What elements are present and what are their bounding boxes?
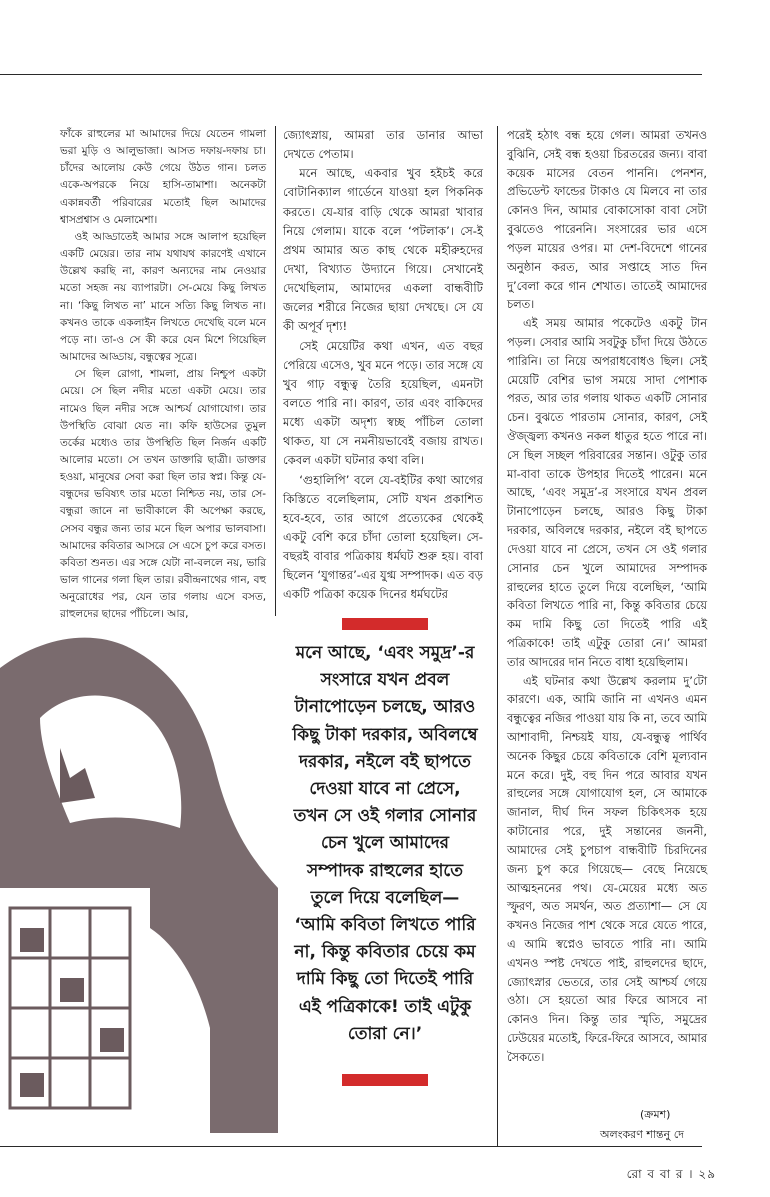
- article-column-2: [283, 126, 483, 605]
- article-column-1: [60, 126, 266, 624]
- continued-label: (ক্রমশ): [640, 1108, 671, 1121]
- paragraph: সে ছিল রোগা, শামলা, প্রায় নিশ্চুপ একটা মেয়ে। সে ছিল নদীর মতো একটা মেয়ে। তার নামেও ছিল নদীর সঙ্গে আশ্চর্য যোগাযোগ। তার উপস্থিতি বোঝা যেত না। কফি হাউসের তুমুল তর্কের মধ্যেও তার উপস্থিতি ছিল নির্জন একটি আলোর মতো। সে তখন ডাক্তারি ছাত্রী। ডাক্তার হওয়া, মানুষের সেবা করা ছিল তার স্বপ্ন। কিন্তু যে-বন্ধুদের ভবিষ্যৎ তার মতো নিশ্চিত নয়, তার সে-বন্ধুরা জানে না ভাবীকালে কী অপেক্ষা করছে, সেসব বন্ধুর জন্য তার মনে ছিল অপার ভালবাসা। আমাদের কবিতার আসরে সে এসে চুপ করে বসত। কবিতা শুনত। এর সঙ্গে যেটা না-বললে নয়, ভারি ভাল গানের গলা ছিল তার। রবীন্দ্রনাথের গান, বহু অনুরোধের পর, যেন তার গলায় এসে বসত, রাহুলদের ছাদের পাঁচিলে। আর,: [60, 368, 266, 621]
- paragraph: ওই আড্ডাতেই আমার সঙ্গে আলাপ হয়েছিল একটি মেয়ের। তার নাম যথাযথ কারণেই এখানে উল্লেখ করছি না, কারণ অন্যদের নাম নেওয়ার মতো সহজ নয় ব্যাপারটা। সে-মেয়ে কিছু লিখত না। ‘কিছু লিখত না’ মানে সত্যি কিছু লিখত না। কখনও তাকে একলাইন লিখতে দেখেছি বলে মনে পড়ে না। তা-ও সে কী করে যেন মিশে গিয়েছিল আমাদের আড্ডায়, বন্ধুত্বের সূত্রে।: [60, 230, 266, 364]
- paragraph: ফাঁকে রাহুলের মা আমাদের দিয়ে যেতেন গামলা ভরা মুড়ি ও আলুভাজা। আসত দফায়-দফায় চা। চাঁদের আলোয় কেউ গেয়ে উঠত গান। চলত একে-অপরকে নিয়ে হাসি-তামাশা। অনেকটা একান্নবর্তী পরিবারের মতোই ছিল আমাদের শ্বাসপ্রশ্বাস ও মেলামেশা।: [60, 128, 266, 226]
- paragraph: মনে আছে, একবার খুব হইচই করে বোটানিক্যাল গার্ডেনে যাওয়া হল পিকনিক করতে। যে-যার বাড়ি থেকে আমরা খাবার নিয়ে গেলাম। যাকে বলে ‘পটলাক’। সে-ই প্রথম আমার অত কাছ থেকে মহীরুহদের দেখা, বিখ্যাত উদ্যানে গিয়ে। সেখানেই দেখেছিলাম, আমাদের একলা বান্ধবীটি জলের শরীরে নিজের ছায়া দেখছে। সে যে কী অপূর্ব দৃশ্য!: [283, 166, 483, 334]
- pull-quote-box: [292, 614, 478, 1089]
- column-divider-right: [497, 126, 498, 1146]
- paragraph: সেই মেয়েটির কথা এখন, এত বছর পেরিয়ে এসেও, খুব মনে পড়ে। তার সঙ্গে যে খুব গাঢ় বন্ধুত্ব তৈরি হয়েছিল, এমনটা বলতে পারি না। কারণ, তার এবং বাকিদের মধ্যে একটা অদৃশ্য স্বচ্ছ পাঁচিল তোলা থাকত, যা সে নমনীয়ভাবেই বজায় রাখত। কেবল একটা ঘটনার কথা বলি।: [283, 338, 483, 468]
- column-divider-left: [275, 126, 276, 616]
- pull-quote-top-bar: [342, 618, 428, 630]
- paragraph: জ্যোৎস্নায়, আমরা তার ডানার আভা দেখতে পেতাম।: [283, 128, 483, 162]
- illustration-figure: [0, 628, 278, 1133]
- paragraph: এই সময় আমার পকেটেও একটু টান পড়ল। সেবার আমি সবটুকু চাঁদা দিয়ে উঠতে পারিনি। তা নিয়ে অপরাধবোধও ছিল। সেই মেয়েটি বেশির ভাগ সময়ে সাদা পোশাক পরত, আর তার গলায় থাকত একটি সোনার চেন। বুঝতে পারতাম সোনার, কারণ, সেই ঔজ্জ্বল্য কখনও নকল ধাতুর হতে পারে না। সে ছিল সচ্ছল পরিবারের সন্তান। ওটুকু তার মা-বাবা তাকে উপহার দিতেই পারেন। মনে আছে, ‘এবং সমুদ্র’-র সংসারে যখন প্রবল টানাপোড়েন চলছে, আরও কিছু টাকা দরকার, অবিলম্বে দরকার, নইলে বই ছাপতে দেওয়া যাবে না প্রেসে, তখন সে ওই গলার সোনার চেন খুলে আমাদের সম্পাদক রাহুলের হাতে তুলে দিয়ে বলেছিল, ‘আমি কবিতা লিখতে পারি না, কিন্তু কবিতার চেয়ে কম দামি কিছু তো দিতেই পারি এই পত্রিকাকে! তাই এটুকু তোরা নে।’ আমরা তার আদরের দান নিতে বাধা হয়েছিলাম।: [507, 316, 707, 669]
- pull-quote-bottom-bar: [342, 1074, 428, 1086]
- top-rule: [0, 74, 702, 75]
- pull-quote-text: মনে আছে, ‘এবং সমুদ্র’-র সংসারে যখন প্রবল টানাপোড়েন চলছে, আরও কিছু টাকা দরকার, অবিলম্বে দরকার, নইলে বই ছাপতে দেওয়া যাবে না প্রেসে, তখন সে ওই গলার সোনার চেন খুলে আমাদের সম্পাদক রাহুলের হাতে তুলে দিয়ে বলেছিল— ‘আমি কবিতা লিখতে পারি না, কিন্তু কবিতার চেয়ে কম দামি কিছু তো দিতেই পারি এই পত্রিকাকে! তাই এটুকু তোরা নে।’: [292, 643, 478, 1044]
- bottom-rule: [0, 1146, 702, 1147]
- illustration-credit: অলংকরণ শান্তনু দে: [600, 1128, 684, 1141]
- paragraph: পরেই হঠাৎ বন্ধ হয়ে গেল। আমরা তখনও বুঝিনি, সেই বন্ধ হওয়া চিরতরের জন্য। বাবা কয়েক মাসের বেতন পাননি। পেনশন, প্রভিডেন্ট ফান্ডের টাকাও যে মিলবে না তার কোনও দিন, আমার বোকাসোকা বাবা সেটা বুঝতেও পারেননি। সংসারের ভার এসে পড়ল মায়ের ওপর। মা দেশ-বিদেশে গানের অনুষ্ঠান করত, আর সপ্তাহে সাত দিন দু’বেলা করে গান শেখাত। তাতেই আমাদের চলত।: [507, 128, 707, 312]
- paragraph: এই ঘটনার কথা উল্লেখ করলাম দু’টো কারণে। এক, আমি জানি না এখনও এমন বন্ধুত্বের নজির পাওয়া যায় কি না, তবে আমি আশাবাদী, নিশ্চয়ই যায়, যে-বন্ধুত্ব পার্থিব অনেক কিছুর চেয়ে কবিতাকে বেশি মূল্যবান মনে করে। দুই, বহু দিন পরে আবার যখন রাহুলের সঙ্গে যোগাযোগ হল, সে আমাকে জানাল, দীর্ঘ দিন সফল চিকিৎসক হয়ে কাটানোর পরে, দুই সন্তানের জননী, আমাদের সেই চুপচাপ বান্ধবীটি চিরদিনের জন্য চুপ করে গিয়েছে— বেছে নিয়েছে আত্মহননের পথ। যে-মেয়ের মধ্যে অত স্ফুরণ, অত সমর্থন, অত প্রত্যাশা— সে যে কখনও নিজের পাশ থেকে সরে যেতে পারে, এ আমি স্বপ্নেও ভাবতে পারি না। আমি এখনও স্পষ্ট দেখতে পাই, রাহুলদের ছাদে, জ্যোৎস্নার ভেতরে, তার সেই আশ্চর্য গেয়ে ওঠা। সে হয়তো আর ফিরে আসবে না কোনও দিন। কিন্তু তার স্মৃতি, সমুদ্রের ঢেউয়ের মতোই, ফিরে-ফিরে আসবে, আমার সৈকতে।: [507, 673, 707, 1064]
- page-footer: রো ব বা র । ২৯: [626, 1167, 716, 1181]
- article-column-3: [507, 126, 707, 1067]
- paragraph: ‘গুহালিপি’ বলে যে-বইটির কথা আগের কিস্তিতে বলেছিলাম, সেটি যখন প্রকাশিত হবে-হবে, তার আগে প্রত্যেকের থেকেই একটু বেশি করে চাঁদা তোলা হয়েছিল। সে-বছরই বাবার পত্রিকায় ধর্মঘট শুরু হয়। বাবা ছিলেন ‘যুগান্তর’-এর যুগ্ম সম্পাদক। এত বড় একটি পত্রিকা কয়েক দিনের ধর্মঘটের: [283, 472, 483, 602]
- illustration: [0, 628, 278, 1133]
